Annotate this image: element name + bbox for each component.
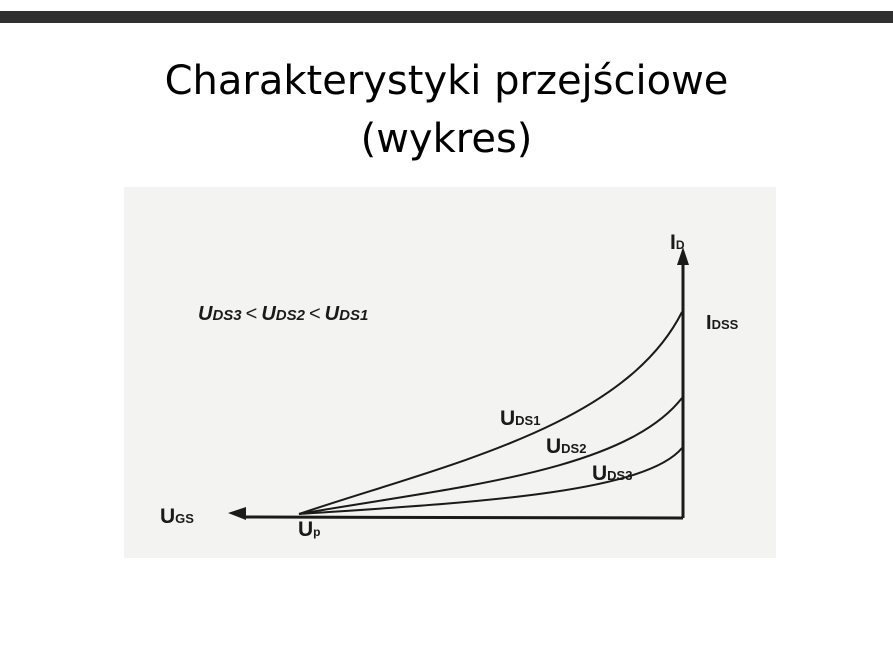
ugs-sub: GS xyxy=(175,511,194,526)
curve-label-uds1 xyxy=(500,407,540,430)
id-sub: D xyxy=(675,238,685,252)
uds2-main: U xyxy=(546,435,562,458)
page-title xyxy=(0,52,893,168)
rel-lt1: < xyxy=(245,303,258,325)
rel-u2: U xyxy=(261,303,276,325)
ugs-arrow-head xyxy=(228,507,246,520)
title-line-1: Charakterystyki przejściowe xyxy=(164,58,729,104)
uds1-main: U xyxy=(500,407,516,430)
diagram-canvas xyxy=(124,187,776,558)
curve-label-uds2 xyxy=(546,435,586,458)
uds2-sub: DS2 xyxy=(561,441,587,456)
curve-uds1 xyxy=(299,312,682,514)
rel-s2: DS2 xyxy=(275,307,305,324)
title-line-2: (wykres) xyxy=(360,116,533,162)
rel-u3: U xyxy=(324,303,340,325)
up-label xyxy=(298,518,321,541)
transfer-characteristic-figure xyxy=(124,187,776,558)
up-main: U xyxy=(298,518,314,541)
id-axis-label xyxy=(670,231,685,254)
rel-u1: U xyxy=(198,303,213,325)
id-main: I xyxy=(670,231,676,254)
idss-label xyxy=(706,312,739,334)
idss-main: I xyxy=(706,312,712,334)
rel-s1: DS3 xyxy=(212,307,242,324)
uds3-main: U xyxy=(592,462,608,485)
rel-s3: DS1 xyxy=(339,307,369,324)
top-bar xyxy=(0,11,893,23)
up-sub: p xyxy=(313,525,321,539)
rel-lt2: < xyxy=(308,303,321,325)
idss-sub: DSS xyxy=(711,317,739,332)
curve-uds2 xyxy=(299,398,682,514)
ugs-main: U xyxy=(160,505,176,528)
uds1-sub: DS1 xyxy=(515,413,541,428)
curve-label-uds3 xyxy=(592,462,632,485)
relation-label xyxy=(198,303,368,325)
uds3-sub: DS3 xyxy=(607,468,633,483)
ugs-axis-label xyxy=(160,505,194,528)
